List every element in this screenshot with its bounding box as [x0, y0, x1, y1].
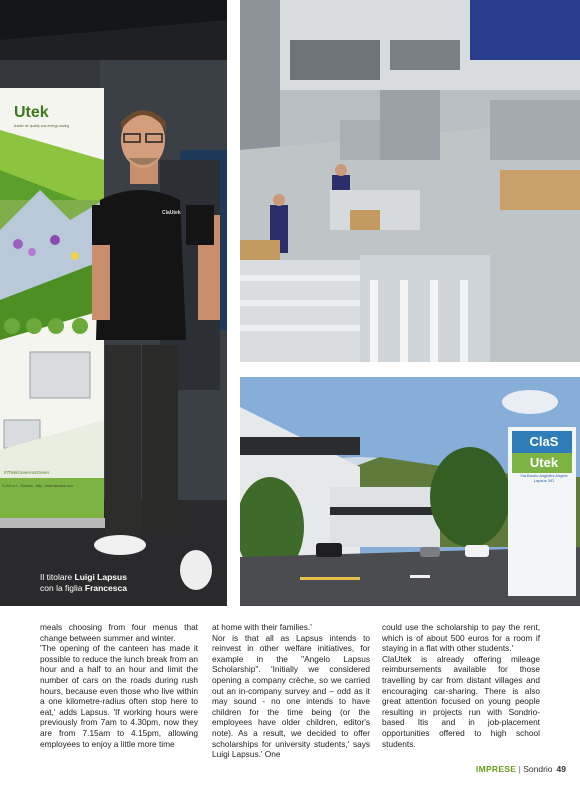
building-illustration	[240, 377, 580, 606]
totem-sign-top: ClaS	[529, 434, 559, 449]
totem-sign-bottom: Utek	[529, 455, 559, 470]
banner-hashtag: #ThinkGreenActGreen	[4, 470, 50, 475]
caption-name-owner: Luigi Lapsus	[74, 572, 127, 582]
col2-paragraph-2: Nor is that all as Lapsus intends to reinvest in other welfare initiatives, for example in the "Angelo Lapsus Scholarship". 'Initially we considered opening a company crèche, so we carried out an in-company survey and – odd as it may sound - no one intends to have children for the time being (or the employees have older children, editor's note). As a result, we decided to offer scholarships for university students,' says Luigi Lapsus.' One	[212, 632, 370, 760]
shirt-logo: ClaUtek	[162, 210, 181, 216]
col1-paragraph-1: meals choosing from four menus that change between summer and winter.	[40, 622, 198, 643]
photo-factory-floor	[240, 0, 580, 362]
caption-name-daughter: Francesca	[84, 583, 127, 593]
col3-paragraph-2: ClaUtek is already offering mileage reimbursements available for those travelling by car from distant villages and encouraging car-sharing. There is also great attention focused on young people resulting in projects run with Sondrio-based Itis and in job-placement opportunities offered to high school students.	[382, 653, 540, 749]
article-column-2	[212, 622, 370, 760]
col3-paragraph-1: could use the scholarship to pay the rent, which is of about 500 euros for a room if staying in a flat with other students.'	[382, 622, 540, 654]
caption-mid: con la figlia	[40, 583, 85, 593]
footer-separator: |	[516, 764, 524, 774]
banner-logo: Utek	[14, 104, 49, 121]
col1-paragraph-2: 'The opening of the canteen has made it possible to reduce the lunch break from an hour and a half to an hour and limit the number of cars on the roads during rush hours, because even those who live within a one kilometre-radius often stop here to eat,' adds Lapsus. 'If working hours were previously from 7am to 4.30pm, now they are from 7.15am to 4.15pm, allowing employees to enjoy a little more time	[40, 643, 198, 749]
photo-building-exterior	[240, 377, 580, 606]
photo-caption	[40, 572, 220, 594]
factory-illustration	[240, 0, 580, 362]
footer-section: Sondrio	[523, 764, 553, 774]
banner-tagline: leader air quality and energy saving	[14, 124, 70, 128]
photo-owner-and-banner	[0, 0, 227, 606]
caption-prefix: Il titolare	[40, 572, 75, 582]
totem-address: Via Brusio Angiolini Angelo Lapsus 3/D	[520, 473, 568, 483]
col2-paragraph-1: at home with their families.'	[212, 622, 312, 632]
footer-brand: IMPRESE	[475, 764, 517, 774]
banner-address: CLAS s.r.l. - Sondrio - Italy - www.clasutek.com	[2, 484, 73, 488]
page-number: 49	[556, 764, 566, 774]
article-column-1	[40, 622, 198, 749]
article-column-3	[382, 622, 540, 749]
photo-owner-illustration	[0, 0, 227, 606]
page-footer	[476, 764, 566, 774]
